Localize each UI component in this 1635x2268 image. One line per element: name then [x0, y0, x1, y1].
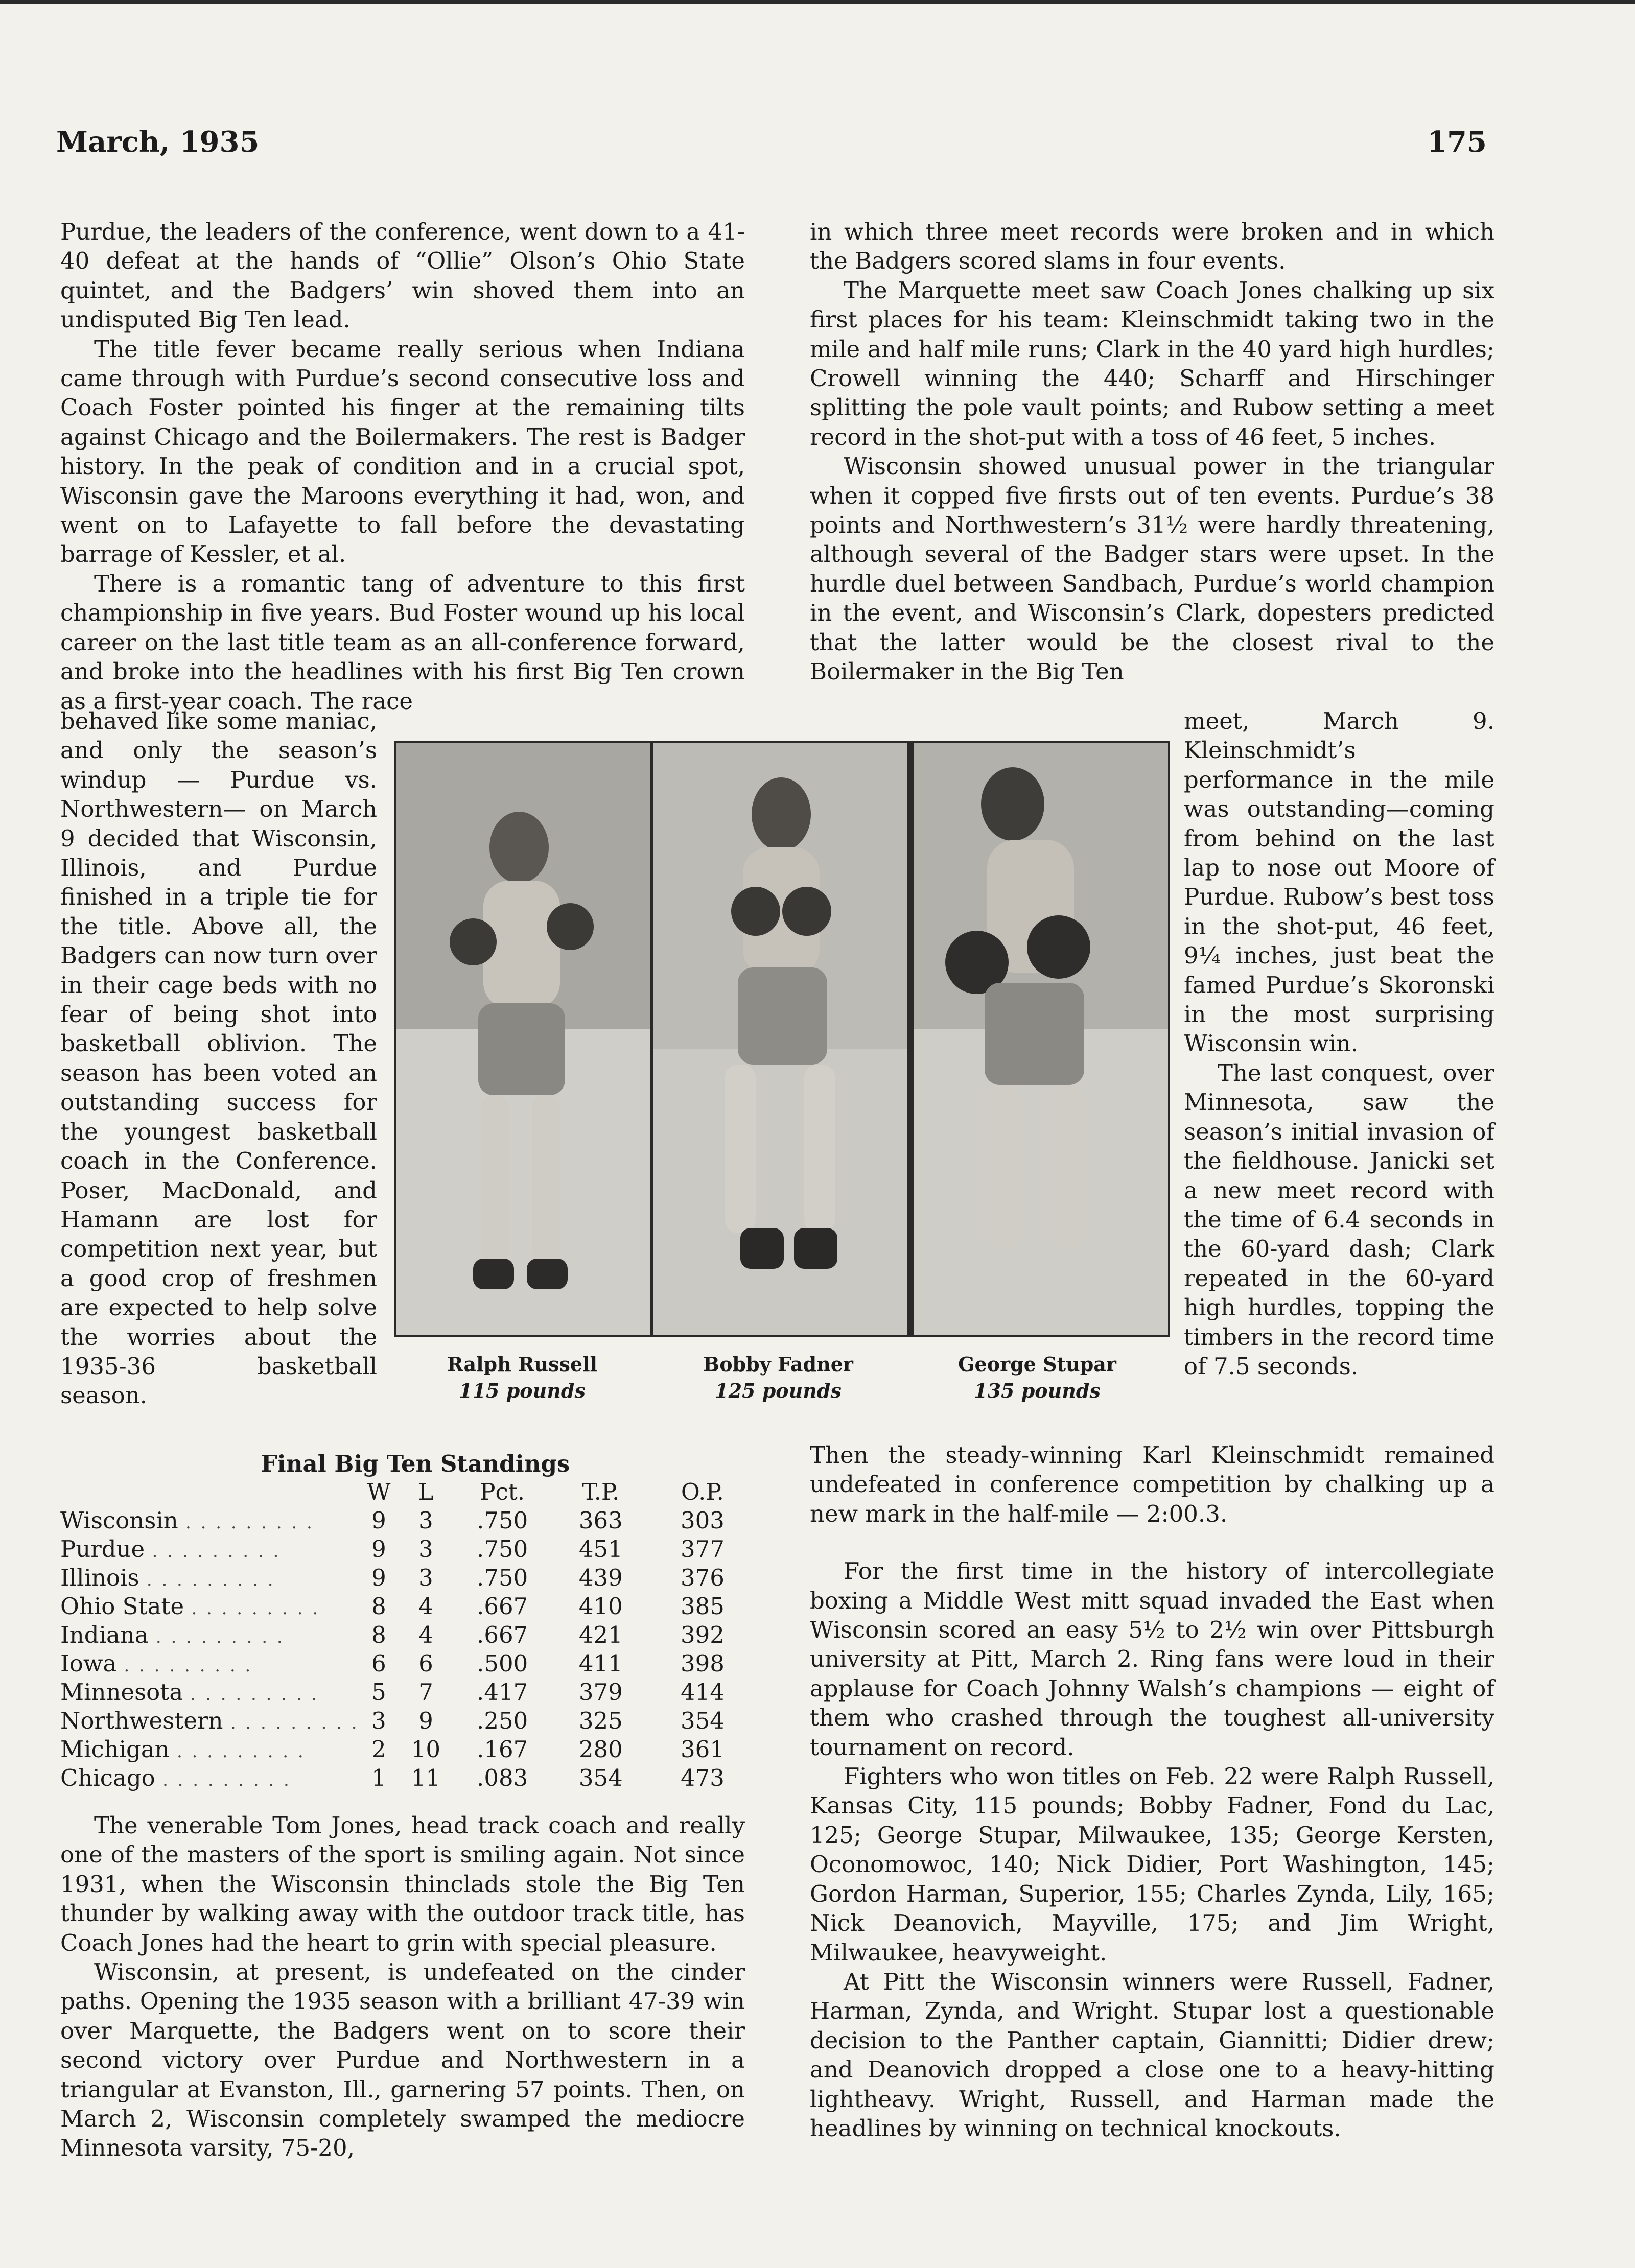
photo-caption — [415, 1351, 629, 1404]
boxer-name: Ralph Russell — [447, 1353, 597, 1376]
table-row — [60, 1707, 755, 1736]
page-number: 175 — [1427, 125, 1487, 159]
opponent-points: 303 — [680, 1507, 725, 1534]
table-row — [60, 1621, 755, 1650]
wins: 6 — [371, 1650, 386, 1677]
table-row — [60, 1679, 755, 1707]
losses: 3 — [418, 1564, 433, 1591]
team-name: Chicago — [60, 1764, 155, 1791]
boxer-weight: 125 pounds — [715, 1379, 842, 1402]
right-column-bottom — [810, 1440, 1494, 2143]
photo-divider — [907, 743, 910, 1335]
wins: 5 — [371, 1679, 386, 1706]
win-pct: .250 — [477, 1707, 528, 1734]
table-row — [60, 1764, 755, 1793]
team-points: 325 — [578, 1707, 623, 1734]
opponent-points: 376 — [680, 1564, 725, 1591]
paragraph: The venerable Tom Jones, head track coach and really one of the masters of the sport is smiling again. Not since 1931, when the Wisconsin thinclads stole the Big Ten thunder by walking away with the outdoor track title, has Coach Jones had the heart to grin with special pleasure. — [60, 1812, 745, 1956]
paragraph: Fighters who won titles on Feb. 22 were Ralph Russell, Kansas City, 115 pounds; Bobby Fadner, Fond du Lac, 125; George Stupar, Milwaukee, 135; George Kersten, Oconomowoc, 140; Nick Didier, Port Washington, 145; Gordon Harman, Superior, 155; Charles Zynda, Lily, 165; Nick Deanovich, Mayville, 175; and Jim Wright, Milwaukee, heavyweight. — [810, 1763, 1494, 1966]
leader-dots: . . . . . . . . . — [155, 1627, 285, 1647]
leader-dots: . . . . . . . . . — [152, 1541, 281, 1562]
team-name: Indiana — [60, 1621, 149, 1648]
boxer-name: George Stupar — [958, 1353, 1116, 1376]
team-name: Illinois — [60, 1564, 139, 1591]
win-pct: .667 — [477, 1621, 528, 1648]
paragraph: For the first time in the history of intercollegiate boxing a Middle West mitt squad invaded the East when Wisconsin scored an easy 5½ to 2½ win over Pittsburgh university at Pitt, March 2. Ring fans were loud in their applause for Coach Johnny Walsh’s champions — eight of them who crashed through the toughest all-university tournament on record. — [810, 1557, 1494, 1761]
leader-dots: . . . . . . . . . — [162, 1770, 291, 1790]
team-name: Wisconsin — [60, 1507, 178, 1534]
opponent-points: 385 — [680, 1593, 725, 1620]
leader-dots: . . . . . . . . . — [146, 1570, 275, 1590]
right-column-wrap — [1184, 706, 1494, 1381]
standings-title: Final Big Ten Standings — [261, 1450, 570, 1477]
table-row — [60, 1650, 755, 1679]
paragraph: in which three meet records were broken and in which the Badgers scored slams in four events. — [810, 218, 1494, 275]
table-row — [60, 1507, 755, 1535]
boxer-photo-bobby-fadner — [653, 743, 907, 1335]
team-name: Northwestern — [60, 1707, 223, 1734]
team-name: Iowa — [60, 1650, 117, 1677]
table-row — [60, 1593, 755, 1621]
win-pct: .667 — [477, 1593, 528, 1620]
win-pct: .417 — [477, 1679, 528, 1706]
team-points: 354 — [578, 1764, 623, 1791]
leader-dots: . . . . . . . . . — [230, 1713, 359, 1733]
opponent-points: 398 — [680, 1650, 725, 1677]
column-header-pct: Pct. — [480, 1478, 525, 1505]
standings-table — [60, 1450, 755, 1793]
team-name: Purdue — [60, 1535, 145, 1563]
win-pct: .167 — [477, 1736, 528, 1763]
losses: 4 — [418, 1621, 433, 1648]
wins: 9 — [371, 1535, 386, 1563]
team-points: 421 — [578, 1621, 623, 1648]
column-header-tp: T.P. — [582, 1478, 620, 1505]
paragraph: The Marquette meet saw Coach Jones chalking up six first places for his team: Kleinschmidt taking two in the mile and half mile runs; Clark in the 40 yard high hurdles; Crowell winning the 440; Scharff and Hirschinger splitting the pole vault points; and Rubow setting a meet record in the shot-put with a toss of 46 feet, 5 inches. — [810, 276, 1494, 451]
right-column-top — [810, 217, 1494, 687]
wins: 9 — [371, 1507, 386, 1534]
boxers-photo-strip — [394, 741, 1170, 1337]
paragraph: The title fever became really serious when Indiana came through with Purdue’s second consecutive loss and Coach Foster pointed his finger at the remaining tilts against Chicago and the Boilermakers. The rest is Badger history. In the peak of condition and in a crucial spot, Wisconsin gave the Maroons everything it had, won, and went on to Lafayette to fall before the devastating barrage of Kessler, et al. — [60, 335, 745, 568]
leader-dots: . . . . . . . . . — [176, 1741, 306, 1762]
photo-caption — [671, 1351, 885, 1404]
boxer-photo-george-stupar — [910, 743, 1168, 1335]
table-row — [60, 1535, 755, 1564]
team-points: 363 — [578, 1507, 623, 1534]
win-pct: .083 — [477, 1764, 528, 1791]
team-points: 379 — [578, 1679, 623, 1706]
losses: 4 — [418, 1593, 433, 1620]
leader-dots: . . . . . . . . . — [190, 1684, 319, 1705]
leader-dots: . . . . . . . . . — [185, 1513, 314, 1533]
wins: 2 — [371, 1736, 386, 1763]
paragraph: behaved like some maniac, and only the season’s windup — Purdue vs. Northwestern— on March 9 decided that Wisconsin, Illinois, and Purdue finished in a triple tie for the title. Above all, the Badgers can now turn over in their cage beds with no fear of being shot into basketball oblivion. The season has been voted an outstanding success for the youngest basketball coach in the Conference. Poser, MacDonald, and Hamann are lost for competition next year, but a good crop of freshmen are expected to help solve the worries about the 1935-36 basketball season. — [60, 707, 377, 1409]
photo-divider — [910, 743, 914, 1335]
wins: 1 — [371, 1764, 386, 1791]
table-row — [60, 1564, 755, 1593]
paragraph: meet, March 9. Kleinschmidt’s performance in the mile was outstanding—coming from behind on the last lap to nose out Moore of Purdue. Rubow’s best toss in the shot-put, 46 feet, 9¼ inches, just beat the famed Purdue’s Skoronski in the most surprising Wisconsin win. — [1184, 707, 1494, 1057]
team-name: Minnesota — [60, 1679, 183, 1706]
column-header-w: W — [367, 1478, 391, 1505]
paragraph: Wisconsin, at present, is undefeated on the cinder paths. Opening the 1935 season with a brilliant 47-39 win over Marquette, the Badgers went on to score their second victory over Purdue and Northwestern in a triangular at Evanston, Ill., garnering 57 points. Then, on March 2, Wisconsin completely swamped the mediocre Minnesota varsity, 75-20, — [60, 1958, 745, 2162]
column-header-team — [60, 1478, 359, 1507]
opponent-points: 473 — [680, 1764, 725, 1791]
losses: 3 — [418, 1507, 433, 1534]
team-points: 451 — [578, 1535, 623, 1563]
opponent-points: 392 — [680, 1621, 725, 1648]
boxer-weight: 115 pounds — [459, 1379, 586, 1402]
issue-date: March, 1935 — [56, 125, 260, 159]
paragraph: Wisconsin showed unusual power in the triangular when it copped five firsts out of ten events. Purdue’s 38 points and Northwestern’s 31½ were hardly threatening, although several of the Badger stars were upset. In the hurdle duel between Sandbach, Purdue’s world champion in the event, and Wisconsin’s Clark, dopesters predicted that the latter would be the closest rival to the Boilermaker in the Big Ten — [810, 453, 1494, 686]
photo-caption — [930, 1351, 1144, 1404]
losses: 11 — [411, 1764, 441, 1791]
table-row — [60, 1736, 755, 1764]
win-pct: .500 — [477, 1650, 528, 1677]
losses: 7 — [418, 1679, 433, 1706]
opponent-points: 361 — [680, 1736, 725, 1763]
team-points: 411 — [578, 1650, 623, 1677]
standings-header-row — [60, 1478, 755, 1507]
photo-divider — [650, 743, 653, 1335]
opponent-points: 414 — [680, 1679, 725, 1706]
left-column-wrap — [60, 706, 377, 1410]
team-points: 280 — [578, 1736, 623, 1763]
team-name: Michigan — [60, 1736, 170, 1763]
leader-dots: . . . . . . . . . — [191, 1598, 320, 1619]
opponent-points: 354 — [680, 1707, 725, 1734]
paragraph: At Pitt the Wisconsin winners were Russell, Fadner, Harman, Zynda, and Wright. Stupar lost a questionable decision to the Panther captain, Giannitti; Didier drew; and Deanovich dropped a close one to a heavy-hitting lightheavy. Wright, Russell, and Harman made the headlines by winning on technical knockouts. — [810, 1968, 1494, 2142]
opponent-points: 377 — [680, 1535, 725, 1563]
wins: 9 — [371, 1564, 386, 1591]
leader-dots: . . . . . . . . . — [124, 1656, 253, 1676]
boxer-weight: 135 pounds — [974, 1379, 1101, 1402]
paragraph: Then the steady-winning Karl Kleinschmidt remained undefeated in conference competition by chalking up a new mark in the half-mile — 2:00.3. — [810, 1442, 1494, 1527]
left-column-bottom — [60, 1811, 745, 2163]
losses: 3 — [418, 1535, 433, 1563]
wins: 8 — [371, 1593, 386, 1620]
win-pct: .750 — [477, 1535, 528, 1563]
win-pct: .750 — [477, 1507, 528, 1534]
wins: 3 — [371, 1707, 386, 1734]
losses: 6 — [418, 1650, 433, 1677]
boxer-photo-ralph-russell — [396, 743, 650, 1335]
top-rule — [0, 0, 1635, 4]
team-points: 410 — [578, 1593, 623, 1620]
paragraph: The last conquest, over Minnesota, saw the season’s initial invasion of the fieldhouse. Janicki set a new meet record with the time of 6.4 seconds in the 60-yard dash; Clark repeated in the 60-yard high hurdles, topping the timbers in the record time of 7.5 seconds. — [1184, 1059, 1494, 1380]
paragraph: There is a romantic tang of adventure to this first championship in five years. Bud Foster wound up his local career on the last title team as an all-conference forward, and broke into the headlines with his first Big Ten crown as a first-year coach. The race — [60, 570, 745, 715]
losses: 9 — [418, 1707, 433, 1734]
win-pct: .750 — [477, 1564, 528, 1591]
column-header-l: L — [418, 1478, 434, 1505]
paragraph: Purdue, the leaders of the conference, went down to a 41-40 defeat at the hands of “Ollie” Olson’s Ohio State quintet, and the Badgers’ win shoved them into an undisputed Big Ten lead. — [60, 218, 745, 334]
left-column-top — [60, 217, 745, 716]
team-name: Ohio State — [60, 1593, 184, 1620]
team-points: 439 — [578, 1564, 623, 1591]
wins: 8 — [371, 1621, 386, 1648]
losses: 10 — [411, 1736, 441, 1763]
boxer-name: Bobby Fadner — [703, 1353, 853, 1376]
column-header-op: O.P. — [681, 1478, 724, 1505]
